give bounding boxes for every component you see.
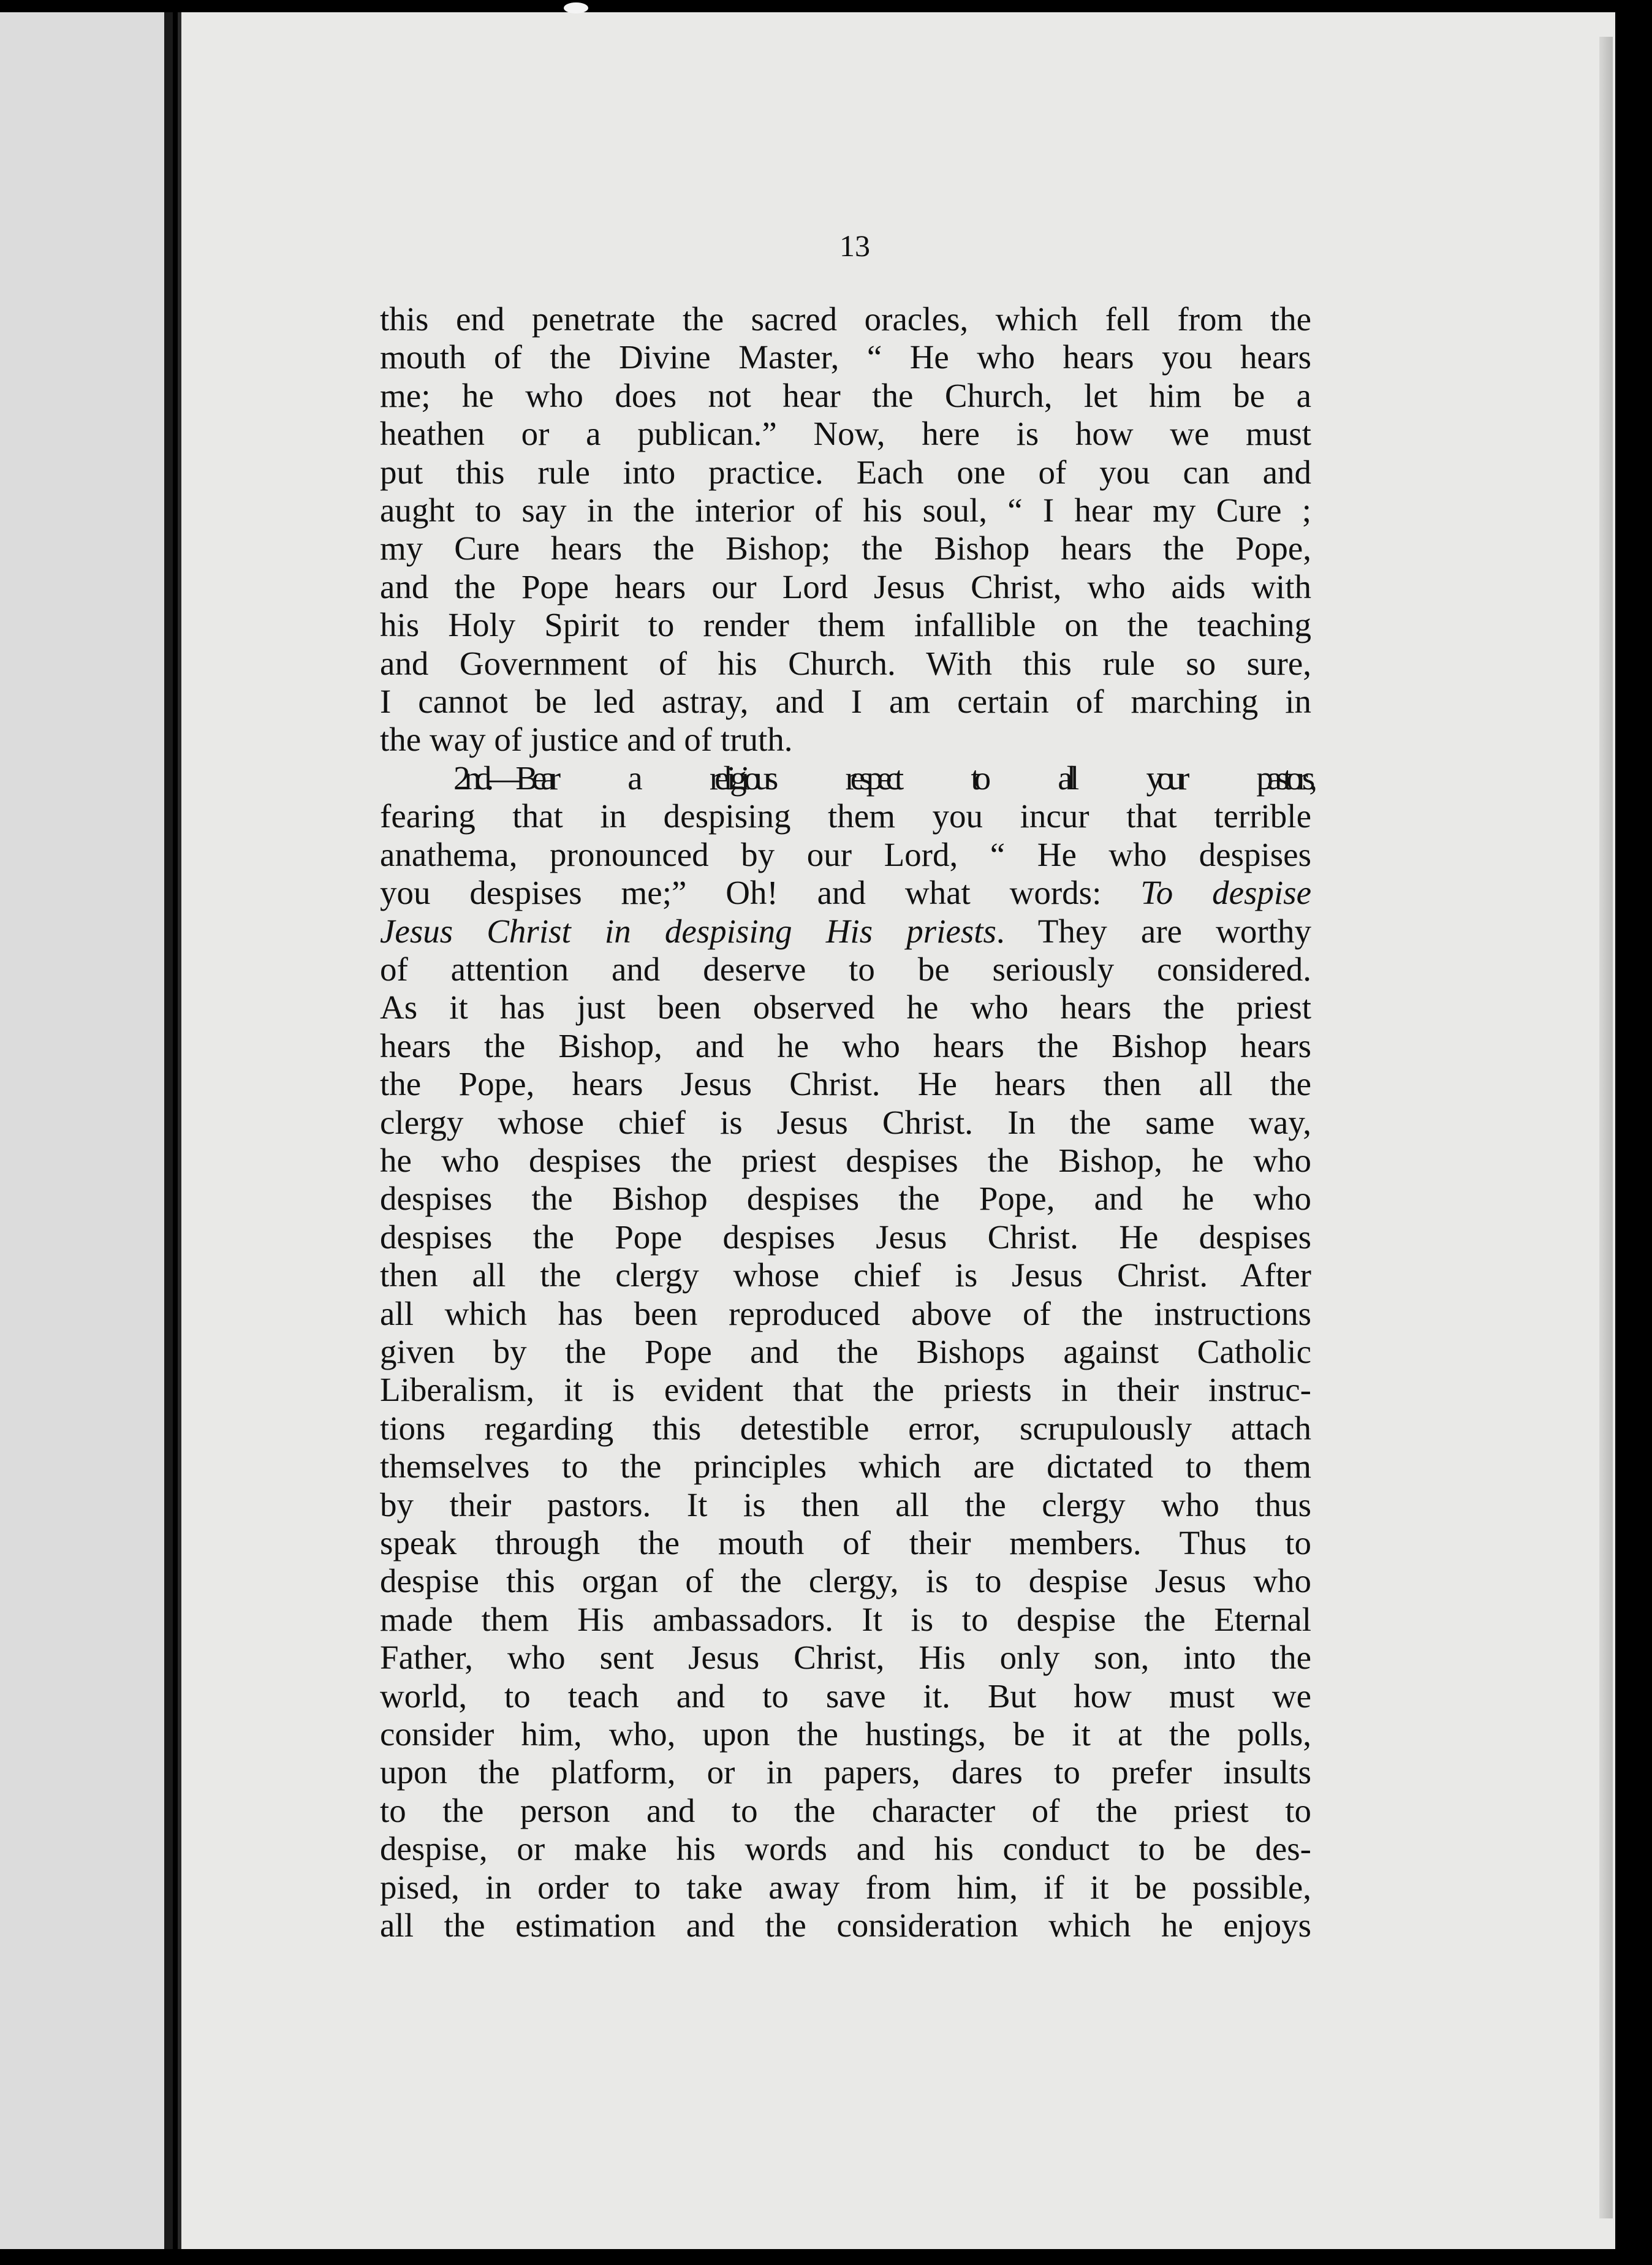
text-line: despises the Bishop despises the Pope, and he who bbox=[380, 1180, 1311, 1218]
text-line: Father, who sent Jesus Christ, His only son, into the bbox=[380, 1639, 1311, 1677]
gutter-shadow bbox=[164, 12, 173, 2249]
paragraph-2 bbox=[380, 759, 1311, 1945]
text-line: speak through the mouth of their members. Thus to bbox=[380, 1524, 1311, 1561]
text-line: Jesus Christ in despising His priests. They are worthy bbox=[380, 912, 1311, 950]
text-line: Liberalism, it is evident that the priests in their instruc- bbox=[380, 1371, 1311, 1409]
page-fore-edge bbox=[1599, 37, 1613, 2218]
text-line: the way of justice and of truth. bbox=[380, 721, 793, 759]
text-line: themselves to the principles which are dictated to them bbox=[380, 1447, 1311, 1485]
text-line: put this rule into practice. Each one of you can and bbox=[380, 453, 1311, 491]
text-line: heathen or a publican.” Now, here is how we must bbox=[380, 415, 1311, 453]
text-line: all which has been reproduced above of the instructions bbox=[380, 1294, 1311, 1332]
text-line: fearing that in despising them you incur that terrible bbox=[380, 797, 1311, 835]
body-text bbox=[380, 300, 1311, 1944]
text-line: I cannot be led astray, and I am certain of marching in bbox=[380, 683, 1311, 721]
text-line: he who despises the priest despises the Bishop, he who bbox=[380, 1141, 1311, 1179]
text-line: anathema, pronounced by our Lord, “ He who despises bbox=[380, 835, 1311, 873]
text-line: you despises me;” Oh! and what words: To despise bbox=[380, 874, 1311, 912]
text-line: world, to teach and to save it. But how must we bbox=[380, 1677, 1311, 1715]
text-line: mouth of the Divine Master, “ He who hears you hears bbox=[380, 338, 1311, 376]
text-line: despise, or make his words and his conduct to be des- bbox=[380, 1830, 1311, 1868]
text-line: pised, in order to take away from him, if it be possible, bbox=[380, 1868, 1311, 1906]
text-line: aught to say in the interior of his soul, “ I hear my Cure ; bbox=[380, 491, 1311, 529]
text-line: all the estimation and the consideration which he enjoys bbox=[380, 1906, 1311, 1944]
text-line: 2nd.—Bear a religious respect to all your pastors, bbox=[453, 759, 1311, 797]
text-line: hears the Bishop, and he who hears the Bishop hears bbox=[380, 1026, 1311, 1064]
text-line: consider him, who, upon the hustings, be it at the polls, bbox=[380, 1715, 1311, 1753]
text-line: my Cure hears the Bishop; the Bishop hears the Pope, bbox=[380, 529, 1311, 567]
text-line: of attention and deserve to be seriously considered. bbox=[380, 950, 1311, 988]
italic-phrase: Jesus Christ in despising His priests bbox=[380, 912, 996, 950]
text-line: and Government of his Church. With this rule so sure, bbox=[380, 644, 1311, 682]
text-line: despises the Pope despises Jesus Christ. He despises bbox=[380, 1218, 1311, 1256]
text-line: his Holy Spirit to render them infallible on the teaching bbox=[380, 606, 1311, 644]
text-line: then all the clergy whose chief is Jesus Christ. After bbox=[380, 1256, 1311, 1294]
scan-speck bbox=[564, 2, 588, 13]
facing-page-edge bbox=[0, 12, 169, 2249]
text-line: me; he who does not hear the Church, let him be a bbox=[380, 376, 1311, 414]
paragraph-1 bbox=[380, 300, 1311, 759]
text-line: tions regarding this detestible error, scrupulously attach bbox=[380, 1409, 1311, 1447]
text-line: despise this organ of the clergy, is to despise Jesus who bbox=[380, 1562, 1311, 1600]
text-line: to the person and to the character of the priest to bbox=[380, 1791, 1311, 1829]
scan-border bbox=[0, 2249, 1652, 2265]
page-number: 13 bbox=[839, 229, 870, 263]
text-line: clergy whose chief is Jesus Christ. In the same way, bbox=[380, 1103, 1311, 1141]
text-line: made them His ambassadors. It is to despise the Eternal bbox=[380, 1600, 1311, 1638]
text-line: by their pastors. It is then all the clergy who thus bbox=[380, 1485, 1311, 1523]
text-line: given by the Pope and the Bishops against Catholic bbox=[380, 1332, 1311, 1370]
text-line: this end penetrate the sacred oracles, which fell from the bbox=[380, 300, 1311, 338]
text-line: and the Pope hears our Lord Jesus Christ, who aids with bbox=[380, 567, 1311, 605]
text-line: upon the platform, or in papers, dares to prefer insults bbox=[380, 1753, 1311, 1791]
text-line: the Pope, hears Jesus Christ. He hears then all the bbox=[380, 1065, 1311, 1103]
text-line: As it has just been observed he who hears the priest bbox=[380, 988, 1311, 1026]
italic-phrase: To despise bbox=[1140, 874, 1311, 912]
